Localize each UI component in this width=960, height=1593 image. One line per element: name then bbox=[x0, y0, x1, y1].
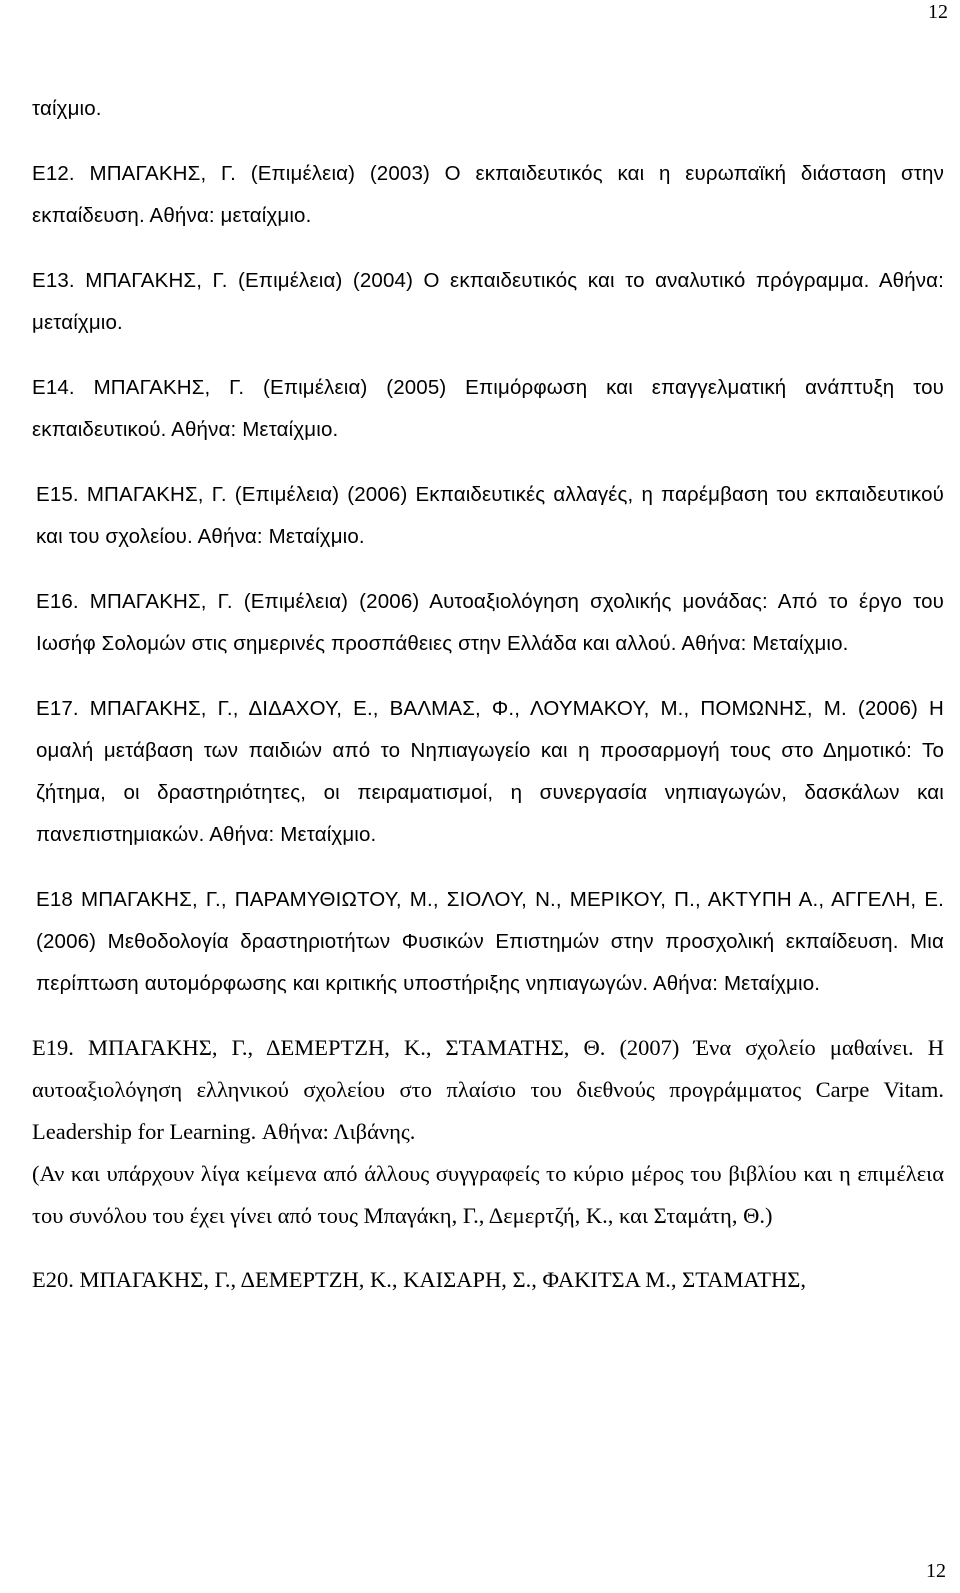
reference-e14: Ε14. ΜΠΑΓΑΚΗΣ, Γ. (Επιμέλεια) (2005) Επιμόρφωση και επαγγελματική ανάπτυξη του εκπαιδευτικού. Αθήνα: Μεταίχμιο. bbox=[32, 376, 944, 441]
reference-e19: Ε19. ΜΠΑΓΑΚΗΣ, Γ., ΔΕΜΕΡΤΖΗ, Κ., ΣΤΑΜΑΤΗΣ, Θ. (2007) Ένα σχολείο μαθαίνει. Η αυτοαξιολόγηση ελληνικού σχολείου στο πλαίσιο του διεθνούς προγράμματος Carpe Vitam. Leadership for Learning. Αθήνα: Λιβάνης. bbox=[32, 1035, 944, 1144]
page-number-top: 12 bbox=[928, 1, 948, 23]
reference-e19-note: (Αν και υπάρχουν λίγα κείμενα από άλλους συγγραφείς το κύριο μέρος του βιβλίου και η επιμέλεια του συνόλου του έχει γίνει από τους Μπαγάκη, Γ., Δεμερτζή, Κ., και Σταμάτη, Θ.) bbox=[32, 1161, 944, 1228]
reference-e17: Ε17. ΜΠΑΓΑΚΗΣ, Γ., ΔΙΔΑΧΟΥ, Ε., ΒΑΛΜΑΣ, Φ., ΛΟΥΜΑΚΟΥ, Μ., ΠΟΜΩΝΗΣ, Μ. (2006) Η ομαλή μετάβαση των παιδιών από το Νηπιαγωγείο και η προσαρμογή τους στο Δημοτικό: Το ζήτημα, οι δραστηριότητες, οι πειραματισμοί, η συνεργασία νηπιαγωγών, δασκάλων και πανεπιστημιακών. Αθήνα: Μεταίχμιο. bbox=[36, 697, 944, 846]
references-list bbox=[32, 88, 944, 1301]
reference-e16: Ε16. ΜΠΑΓΑΚΗΣ, Γ. (Επιμέλεια) (2006) Αυτοαξιολόγηση σχολικής μονάδας: Από το έργο του Ιωσήφ Σολομών στις σημερινές προσπάθειες στην Ελλάδα και αλλού. Αθήνα: Μεταίχμιο. bbox=[36, 590, 944, 655]
reference-e20: Ε20. ΜΠΑΓΑΚΗΣ, Γ., ΔΕΜΕΡΤΖΗ, Κ., ΚΑΙΣΑΡΗ, Σ., ΦΑΚΙΤΣΑ Μ., ΣΤΑΜΑΤΗΣ, bbox=[32, 1267, 806, 1292]
reference-e18: Ε18 ΜΠΑΓΑΚΗΣ, Γ., ΠΑΡΑΜΥΘΙΩΤΟΥ, Μ., ΣΙΟΛΟΥ, Ν., ΜΕΡΙΚΟΥ, Π., ΑΚΤΥΠΗ Α., ΑΓΓΕΛΗ, Ε. (2006) Μεθοδολογία δραστηριοτήτων Φυσικών Επιστημών στην προσχολική εκπαίδευση. Μια περίπτωση αυτομόρφωσης και κριτικής υποστήριξης νηπιαγωγών. Αθήνα: Μεταίχμιο. bbox=[36, 888, 944, 995]
page-number-bottom: 12 bbox=[926, 1560, 946, 1582]
reference-e15: Ε15. ΜΠΑΓΑΚΗΣ, Γ. (Επιμέλεια) (2006) Εκπαιδευτικές αλλαγές, η παρέμβαση του εκπαιδευτικού και του σχολείου. Αθήνα: Μεταίχμιο. bbox=[36, 483, 944, 548]
reference-e13: Ε13. ΜΠΑΓΑΚΗΣ, Γ. (Επιμέλεια) (2004) Ο εκπαιδευτικός και το αναλυτικό πρόγραμμα. Αθήνα: μεταίχμιο. bbox=[32, 269, 944, 334]
reference-continuation: ταίχμιο. bbox=[32, 97, 102, 120]
reference-e12: Ε12. ΜΠΑΓΑΚΗΣ, Γ. (Επιμέλεια) (2003) Ο εκπαιδευτικός και η ευρωπαϊκή διάσταση στην εκπαίδευση. Αθήνα: μεταίχμιο. bbox=[32, 162, 944, 227]
